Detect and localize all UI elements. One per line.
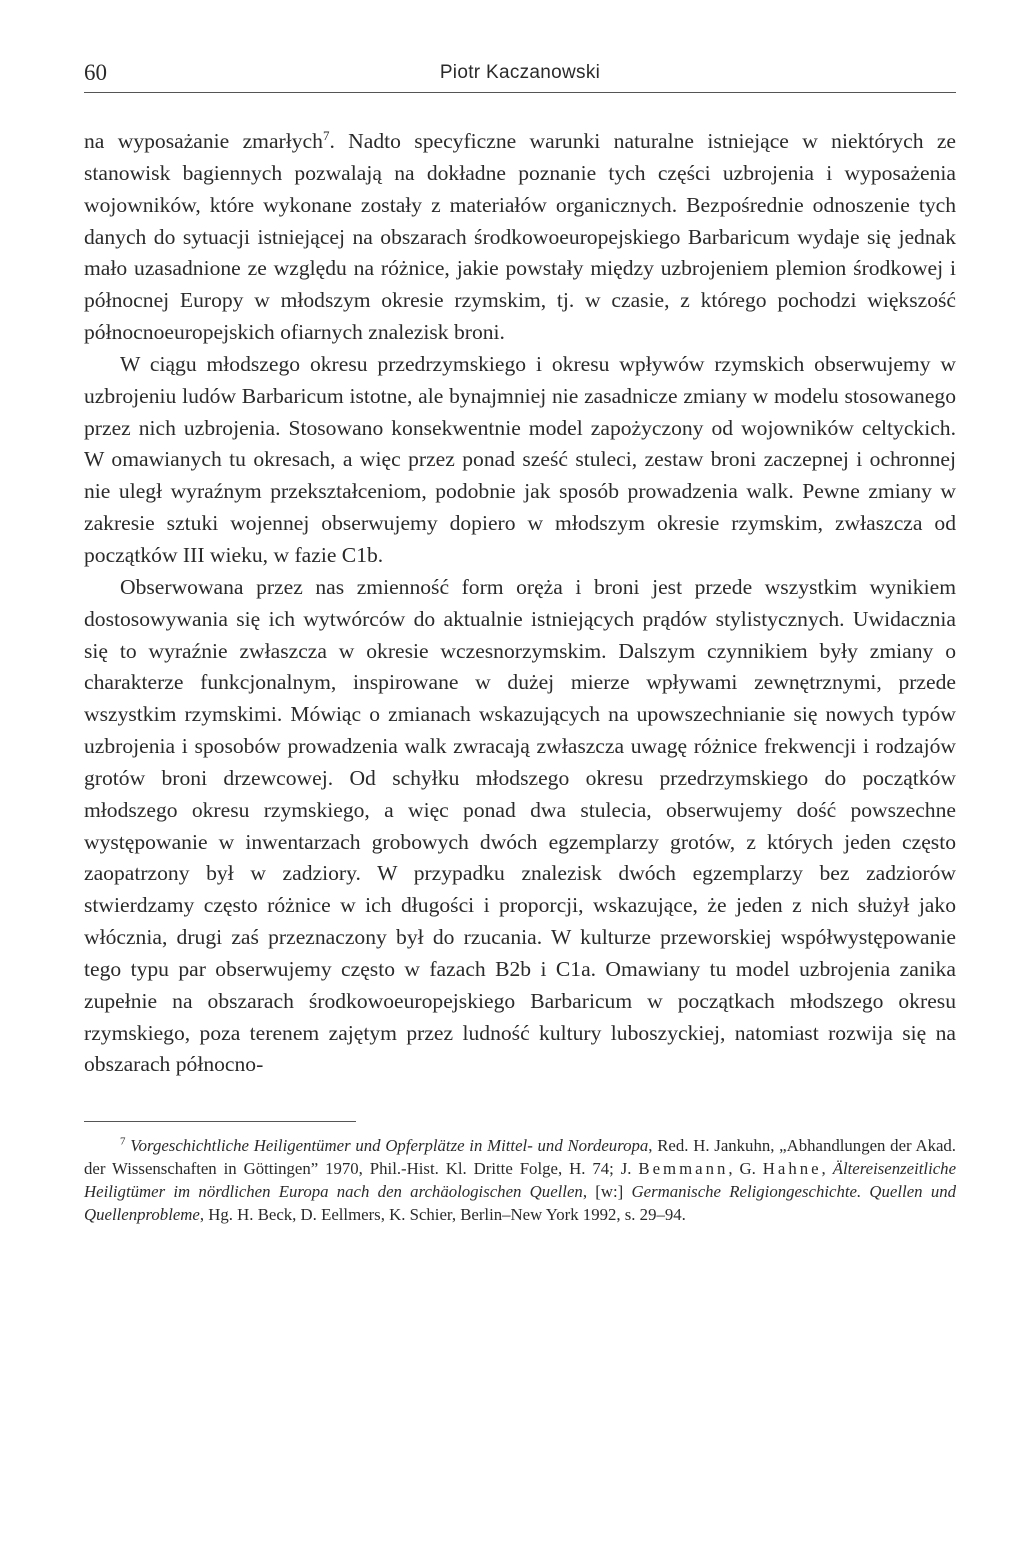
footnote-text-3: , G. bbox=[728, 1159, 763, 1179]
paragraph-3: Obserwowana przez nas zmienność form oręża i broni jest przede wszystkim wynikiem dostosowywania się ich wytwórców do aktualnie istniejących prądów stylistycznych. Uwidacznia się to wyraźnie zwłaszcza w okresie wczesnorzymskim. Dalszym czynnikiem były zmiany o charakterze funkcjonalnym, inspirowane w dużej mierze wpływami zewnętrznymi, przede wszystkim rzymskimi. Mówiąc o zmianach wskazujących na upowszechnianie się nowych typów uzbrojenia i sposobów prowadzenia walk zwracają zwłaszcza uwagę różnice frekwencji i rodzajów grotów broni drzewcowej. Od schyłku młodszego okresu przedrzymskiego do początków młodszego okresu rzymskiego, a więc ponad dwa stulecia, obserwujemy dość powszechne występowanie w inwentarzach grobowych dwóch egzemplarzy grotów, z których jeden często zaopatrzony był w zadziory. W przypadku znalezisk dwóch egzemplarzy bez zadziorów stwierdzamy często różnice w ich długości i proporcji, wskazujące, że jeden z nich służył jako włócznia, drugi zaś przeznaczony był do rzucania. W kulturze przeworskiej współwystępowanie tego typu par obserwujemy często w fazach B2b i C1a. Omawiany tu model uzbrojenia zanika zupełnie na obszarach środkowoeuropejskiego Barbaricum w początkach młodszego okresu rzymskiego, poza terenem zajętym przez ludność kultury luboszyckiej, natomiast rozwija się na obszarach północno- bbox=[84, 574, 956, 1077]
running-head bbox=[84, 56, 956, 93]
running-title: Piotr Kaczanowski bbox=[439, 62, 601, 83]
footnote-marker: 7 bbox=[120, 1135, 126, 1148]
footnote-divider bbox=[84, 1121, 356, 1122]
footnotes bbox=[84, 1134, 956, 1226]
footnote-title-3: Germanische Religiongeschichte. Quellen und Quellenprobleme bbox=[84, 1182, 956, 1225]
footnote-text-4: , bbox=[821, 1159, 833, 1179]
page-number: 60 bbox=[84, 60, 107, 85]
paragraph-2: W ciągu młodszego okresu przedrzymskiego i okresu wpływów rzymskich obserwujemy w uzbrojeniu ludów Barbaricum istotne, ale bynajmniej nie zasadnicze zmiany w modelu stosowanego przez nich uzbrojenia. Stosowano konsekwentnie model zapożyczony od wojowników celtyckich. W omawianych tu okresach, a więc przez ponad sześć stuleci, zestaw broni zaczepnej i ochronnej nie uległ wyraźnym przekształceniom, podobnie jak sposób prowadzenia walk. Pewne zmiany w zakresie sztuki wojennej obserwujemy dopiero w młodszym okresie rzymskim, zwłaszcza od początków III wieku, w fazie C1b. bbox=[84, 351, 956, 567]
paragraph-1-rest: . Nadto specyficzne warunki naturalne istniejące w niektórych ze stanowisk bagiennych pozwalają na dokładne poznanie tych części uzbrojenia i wyposażenia wojowników, które wykonane zostały z materiałów organicznych. Bezpośrednie odnoszenie tych danych do sytuacji istniejącej na obszarach środkowoeuropejskiego Barbaricum wydaje się jednak mało uzasadnione ze względu na różnice, jakie powstały między uzbrojeniem plemion środkowej i północnej Europy w młodszym okresie rzymskim, tj. w czasie, z którego pochodzi większość północnoeuropejskich ofiarnych znalezisk broni. bbox=[84, 129, 956, 345]
paragraph-1 bbox=[84, 126, 956, 349]
footnote-author-1: Bemmann bbox=[638, 1159, 729, 1179]
body-text bbox=[84, 126, 956, 1081]
paragraph-1-start: na wyposażanie zmarłych bbox=[84, 129, 323, 153]
footnote-author-2: Hahne bbox=[762, 1159, 822, 1179]
page bbox=[84, 56, 956, 1226]
footnote-title-1: Vorgeschichtliche Heiligentümer und Opferplätze in Mittel- und Nordeuropa bbox=[130, 1136, 649, 1156]
footnote-text-5: , [w:] bbox=[582, 1182, 632, 1202]
footnote-text-6: , Hg. H. Beck, D. Eellmers, K. Schier, Berlin–New York 1992, s. 29–94. bbox=[199, 1205, 686, 1225]
footnote-text-2: , Red. H. Jankuhn, „Abhandlungen der Akad. der Wissenschaften in Göttingen” 1970, Phil.-Hist. Kl. Dritte Folge, H. 74; J. bbox=[84, 1136, 956, 1179]
footnote-title-2: Ältereisenzeitliche Heiligtümer im nördlichen Europa nach den archäologischen Quellen bbox=[84, 1159, 957, 1202]
footnote-7 bbox=[84, 1134, 956, 1226]
footnote-reference: 7 bbox=[322, 127, 330, 143]
